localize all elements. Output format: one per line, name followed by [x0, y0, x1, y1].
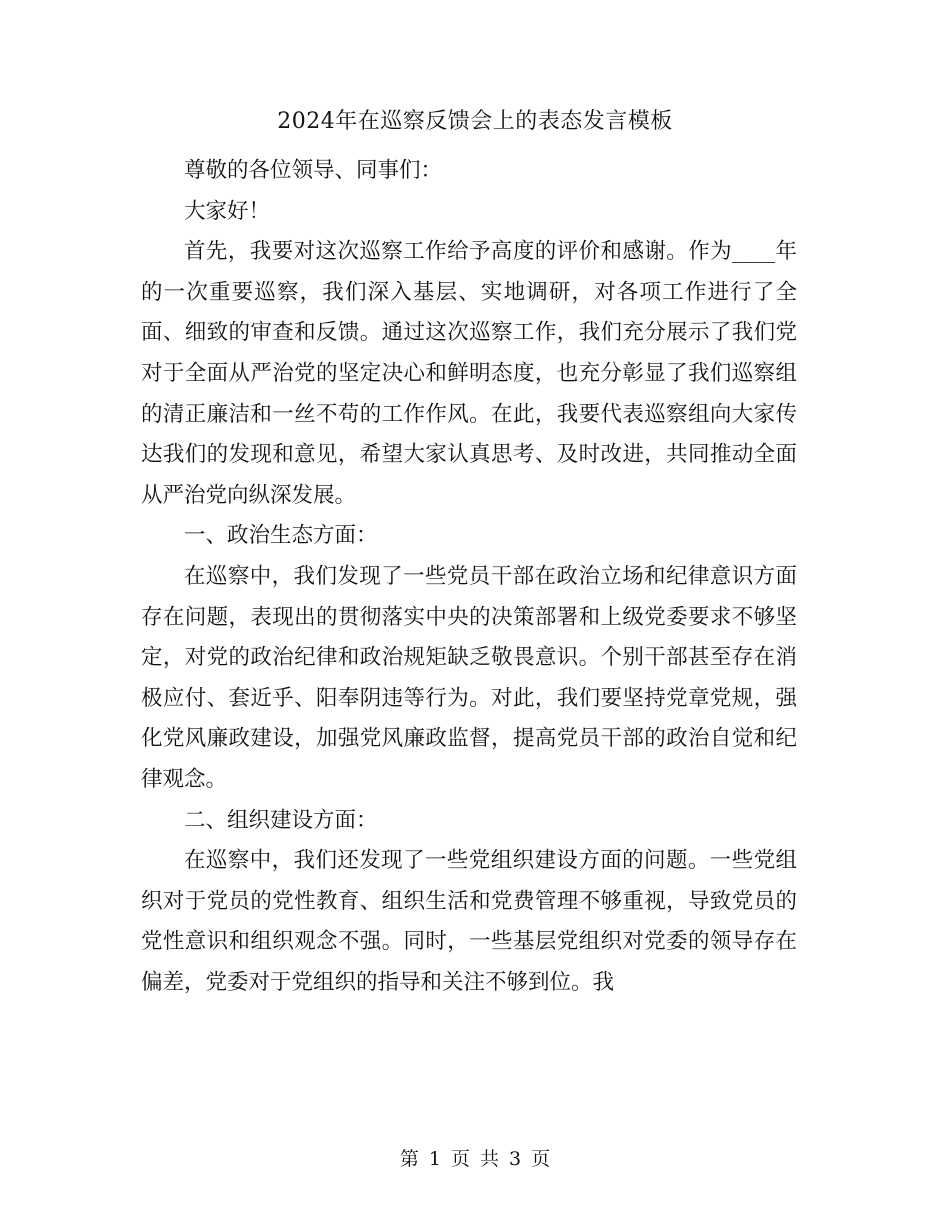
intro-paragraph: 首先，我要对这次巡察工作给予高度的评价和感谢。作为____年的一次重要巡察，我们深入基层、实地调研，对各项工作进行了全面、细致的审查和反馈。通过这次巡察工作，我们充分展示了我们党对于全面从严治党的坚定决心和鲜明态度，也充分彰显了我们巡察组的清正廉洁和一丝不苟的工作作风。在此，我要代表巡察组向大家传达我们的发现和意见，希望大家认真思考、及时改进，共同推动全面从严治党向纵深发展。 — [141, 239, 797, 508]
organization-paragraph: 在巡察中，我们还发现了一些党组织建设方面的问题。一些党组织对于党员的党性教育、组织生活和党费管理不够重视，导致党员的党性意识和组织观念不强。同时，一些基层党组织对党委的领导存在偏差，党委对于党组织的指导和关注不够到位。我 — [141, 848, 797, 995]
greeting-paragraph: 大家好！ — [184, 198, 271, 224]
salutation-paragraph: 尊敬的各位领导、同事们： — [184, 158, 443, 183]
section-heading-organization: 二、组织建设方面： — [184, 807, 378, 833]
document-title: 2024年在巡察反馈会上的表态发言模板 — [277, 109, 673, 134]
document-body — [141, 151, 797, 1003]
page-number-footer: 第 1 页 共 3 页 — [399, 1148, 551, 1170]
political-paragraph: 在巡察中，我们发现了一些党员干部在政治立场和纪律意识方面存在问题，表现出的贯彻落实中央的决策部署和上级党委要求不够坚定，对党的政治纪律和政治规矩缺乏敬畏意识。个别干部甚至存在消极应付、套近乎、阳奉阴违等行为。对此，我们要坚持党章党规，强化党风廉政建设，加强党风廉政监督，提高党员干部的政治自觉和纪律观念。 — [141, 563, 797, 792]
section-heading-political: 一、政治生态方面： — [184, 523, 378, 549]
